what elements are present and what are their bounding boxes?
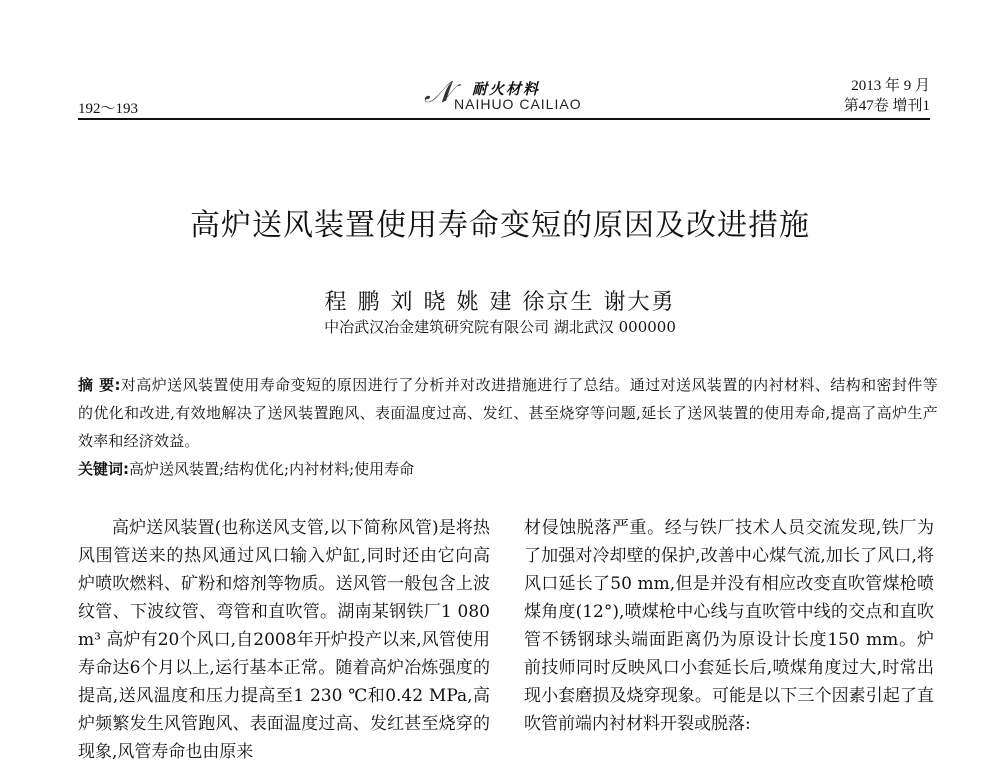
issue-volume: 第47卷 增刊1 (843, 98, 930, 114)
issue-date: 2013 年 9 月 (851, 78, 930, 94)
body-column-left: 高炉送风装置(也称送风支管,以下简称风管)是将热风围管送来的热风通过风口输入炉缸,同时还由它向高炉喷吹燃料、矿粉和熔剂等物质。送风管一般包含上波纹管、下波纹管、弯管和直吹管。湖南某钢铁厂1 080 m³ 高炉有20个风口,自2008年开炉投产以来,风管使用寿命达6个月以上,运行基本正常。随着高炉冶炼强度的提高,送风温度和压力提高至1 230 ℃和0.42 MPa,高炉频繁发生风管跑风、表面温度过高、发红甚至烧穿的现象,风管寿命也由原来 (78, 518, 490, 762)
abstract-label: 摘 要: (78, 376, 121, 394)
keywords-label: 关键词: (78, 460, 129, 478)
journal-name-cn: 耐火材料 (472, 80, 541, 98)
abstract (78, 371, 938, 455)
page-range: 192～193 (78, 101, 139, 117)
article-affiliation: 中冶武汉冶金建筑研究院有限公司 湖北武汉 000000 (324, 318, 676, 336)
keywords (78, 457, 938, 481)
abstract-text: 对高炉送风装置使用寿命变短的原因进行了分析并对改进措施进行了总结。通过对送风装置的内衬材料、结构和密封件等的优化和改进,有效地解决了送风装置跑风、表面温度过高、发红、甚至烧穿等问题,延长了送风装置的使用寿命,提高了高炉生产效率和经济效益。 (78, 376, 938, 450)
journal-logo (424, 74, 604, 114)
article-authors: 程 鹏 刘 晓 姚 建 徐京生 谢大勇 (324, 290, 676, 315)
body-column-right: 材侵蚀脱落严重。经与铁厂技术人员交流发现,铁厂为了加强对冷却壁的保护,改善中心煤气流,加长了风口,将风口延长了50 mm,但是并没有相应改变直吹管煤枪喷煤角度(12°),喷煤枪中心线与直吹管中线的交点和直吹管不锈钢球头端面距离仍为原设计长度150 mm。炉前技师同时反映风口小套延长后,喷煤角度过大,时常出现小套磨损及烧穿现象。可能是以下三个因素引起了直吹管前端内衬材料开裂或脱落: (524, 518, 934, 734)
logo-n-icon: 𝒩 (424, 76, 453, 109)
article-title: 高炉送风装置使用寿命变短的原因及改进措施 (190, 208, 810, 243)
issue-info (844, 76, 930, 116)
header-divider (78, 118, 930, 120)
journal-name-en: NAIHUO CAILIAO (454, 96, 582, 112)
keywords-text: 高炉送风装置;结构优化;内衬材料;使用寿命 (129, 460, 415, 478)
